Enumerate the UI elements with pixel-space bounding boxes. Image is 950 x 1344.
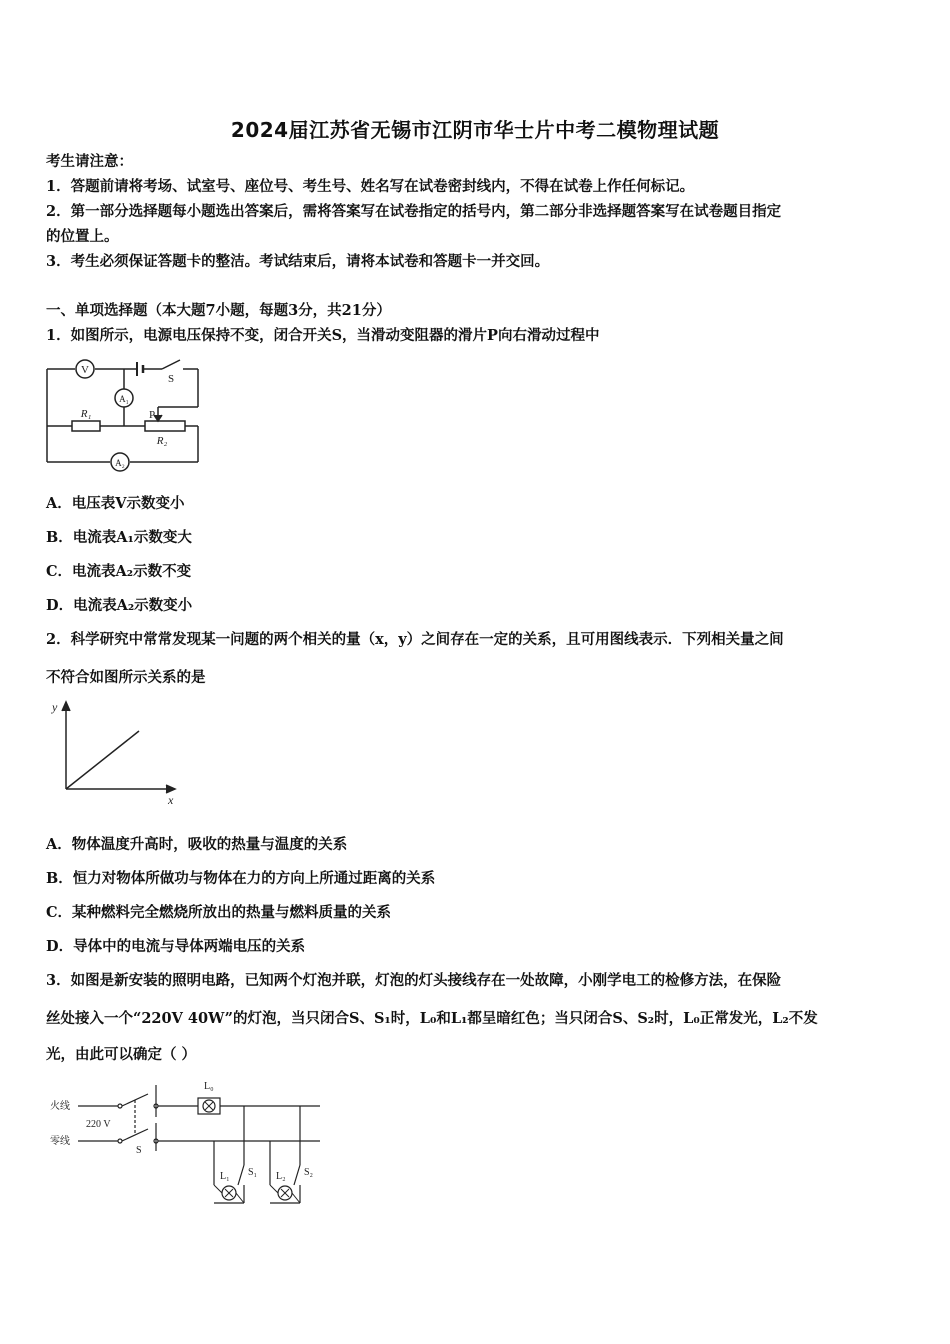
q3-label-l2: L₂ [276, 1171, 286, 1182]
q2-axis-x: x [168, 793, 174, 807]
proportional-line [66, 731, 139, 789]
q1-label-r2: R₂ [156, 435, 168, 447]
q1-label-p: P [148, 409, 156, 421]
q3-label-voltage: 220 V [86, 1119, 111, 1130]
q1-label-a1: A₁ [119, 394, 129, 404]
q2-axis-y: y [52, 700, 58, 714]
q3-stem-line2: 丝处接入一个“220V 40W”的灯泡，当只闭合S、S₁时，L₀和L₁都呈暗红色；当只闭合S、S₂时，L₀正常发光，L₂不发 [46, 1010, 818, 1027]
q2-stem-line1: 2．科学研究中常常发现某一问题的两个相关的量（x，y）之间存在一定的关系，且可用图线表示．下列相关量之间 [46, 631, 784, 648]
q1-circuit-diagram [40, 352, 210, 477]
notice-item-1: 1．答题前请将考场、试室号、座位号、考生号、姓名写在试卷密封线内，不得在试卷上作任何标记。 [46, 178, 695, 195]
q2-option-d: D．导体中的电流与导体两端电压的关系 [46, 938, 306, 955]
q2-option-a: A．物体温度升高时，吸收的热量与温度的关系 [46, 836, 348, 853]
q3-stem-line3: 光，由此可以确定（ ） [46, 1046, 197, 1063]
q3-lighting-circuit [48, 1075, 328, 1210]
q1-stem: 1．如图所示，电源电压保持不变，闭合开关S，当滑动变阻器的滑片P向右滑动过程中 [46, 327, 600, 344]
q3-label-s2: S₂ [304, 1167, 314, 1178]
q1-label-s: S [167, 373, 175, 385]
notice-heading: 考生请注意： [46, 153, 133, 170]
q3-label-neutral: 零线 [50, 1136, 70, 1147]
q3-label-l0: L₀ [204, 1081, 214, 1092]
q3-stem-line1: 3．如图是新安装的照明电路，已知两个灯泡并联，灯泡的灯头接线存在一处故障，小刚学电工的检修方法，在保险 [46, 972, 782, 989]
q2-linear-graph [44, 697, 189, 809]
q1-label-v: V [81, 364, 89, 376]
page-title: 2024届江苏省无锡市江阴市华士片中考二模物理试题 [230, 118, 720, 142]
notice-item-2: 2．第一部分选择题每小题选出答案后，需将答案写在试卷指定的括号内，第二部分非选择题答案写在试卷题目指定 [46, 203, 782, 220]
q1-label-a2: A₂ [115, 458, 125, 468]
q3-label-l1: L₁ [220, 1171, 230, 1182]
q3-label-live: 火线 [50, 1101, 70, 1112]
notice-item-2-cont: 的位置上。 [46, 228, 119, 245]
q1-label-r1: R₁ [80, 408, 92, 420]
q1-option-c: C．电流表A₂示数不变 [46, 563, 192, 580]
q2-option-c: C．某种燃料完全燃烧所放出的热量与燃料质量的关系 [46, 904, 392, 921]
notice-item-3: 3．考生必须保证答题卡的整洁。考试结束后，请将本试卷和答题卡一并交回。 [46, 253, 550, 270]
q3-label-s: S [136, 1145, 142, 1156]
q2-option-b: B．恒力对物体所做功与物体在力的方向上所通过距离的关系 [46, 870, 436, 887]
q1-option-b: B．电流表A₁示数变大 [46, 529, 192, 546]
q1-option-d: D．电流表A₂示数变小 [46, 597, 193, 614]
q2-stem-line2: 不符合如图所示关系的是 [46, 669, 206, 686]
section-heading: 一、单项选择题（本大题7小题，每题3分，共21分） [46, 302, 391, 319]
q3-label-s1: S₁ [248, 1167, 258, 1178]
q1-option-a: A．电压表V示数变小 [46, 495, 185, 512]
